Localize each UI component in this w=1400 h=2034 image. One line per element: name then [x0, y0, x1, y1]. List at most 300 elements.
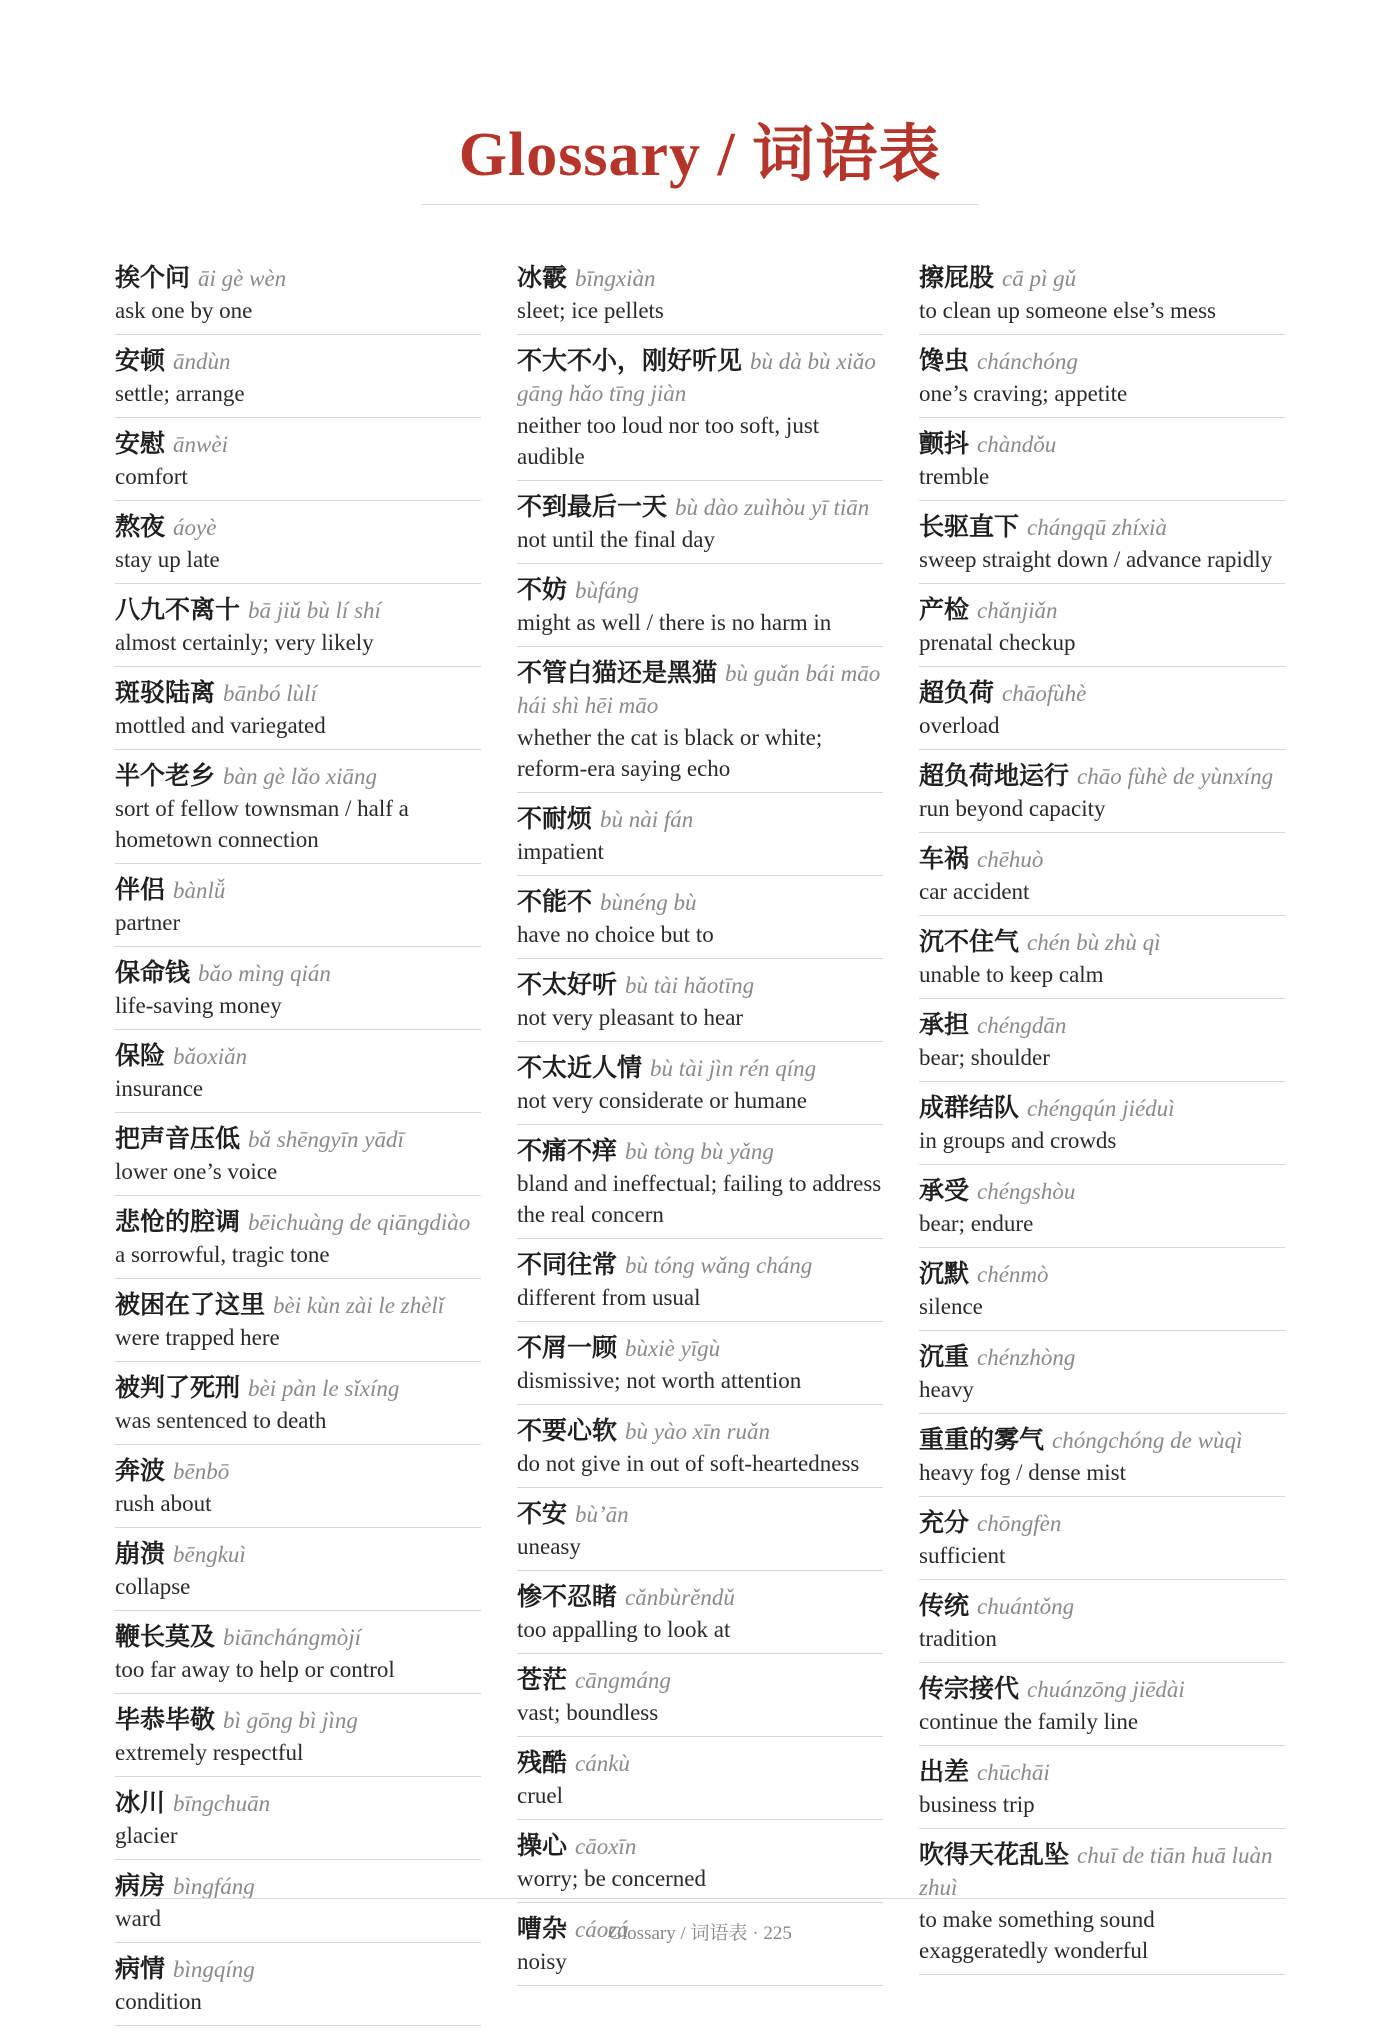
entry-term: 惨不忍睹: [517, 1582, 618, 1611]
entry-term: 不安: [517, 1499, 568, 1528]
entry-gloss: mottled and variegated: [115, 713, 326, 738]
entry-heading: [517, 491, 883, 524]
entry-term: 保命钱: [115, 958, 191, 987]
entry-gloss: to make something sound exaggeratedly wonderful: [919, 1907, 1155, 1963]
entry-gloss: settle; arrange: [115, 381, 245, 406]
entry-pinyin: bùnéng bù: [600, 890, 697, 915]
glossary-entry: [919, 1422, 1285, 1497]
entry-term: 病情: [115, 1954, 166, 1983]
entry-heading: [115, 1621, 481, 1654]
entry-heading: [517, 803, 883, 836]
entry-gloss: ask one by one: [115, 298, 253, 323]
entry-term: 半个老乡: [115, 761, 216, 790]
glossary-entry: [115, 1038, 481, 1113]
entry-pinyin: chéngdān: [977, 1013, 1067, 1038]
entry-pinyin: chéngshòu: [977, 1179, 1076, 1204]
entry-pinyin: bù dà bù xiǎo gāng hǎo tīng jiàn: [517, 349, 876, 406]
glossary-entry: [517, 1579, 883, 1654]
entry-term: 颤抖: [919, 429, 970, 458]
entry-term: 不大不小，刚好听见: [517, 346, 743, 375]
glossary-entry: [919, 1256, 1285, 1331]
entry-heading: [919, 1341, 1285, 1374]
entry-pinyin: chāofùhè: [1002, 681, 1087, 706]
entry-pinyin: bīngxiàn: [575, 266, 656, 291]
entry-gloss: stay up late: [115, 547, 220, 572]
entry-gloss: life-saving money: [115, 993, 282, 1018]
page-title: Glossary / 词语表: [458, 121, 942, 189]
entry-gloss: impatient: [517, 839, 604, 864]
entry-heading: [517, 1135, 883, 1168]
entry-gloss: do not give in out of soft-heartedness: [517, 1451, 860, 1476]
entry-pinyin: bànlǚ: [173, 878, 226, 903]
entry-term: 毕恭毕敬: [115, 1705, 216, 1734]
entry-pinyin: bù tài jìn rén qíng: [650, 1056, 817, 1081]
entry-gloss: continue the family line: [919, 1709, 1139, 1734]
entry-heading: [919, 594, 1285, 627]
entry-gloss: lower one’s voice: [115, 1159, 278, 1184]
entry-heading: [919, 1258, 1285, 1291]
entry-heading: [919, 345, 1285, 378]
entry-heading: [115, 345, 481, 378]
entry-heading: [115, 1206, 481, 1239]
entry-gloss: might as well / there is no harm in: [517, 610, 832, 635]
glossary-entry: [115, 675, 481, 750]
entry-gloss: bear; endure: [919, 1211, 1034, 1236]
glossary-entry: [115, 343, 481, 418]
entry-heading: [919, 1092, 1285, 1125]
entry-gloss: not very pleasant to hear: [517, 1005, 744, 1030]
entry-heading: [517, 1249, 883, 1282]
glossary-entry: [919, 343, 1285, 418]
entry-heading: [517, 1415, 883, 1448]
entry-pinyin: cáozá: [575, 1917, 629, 1942]
glossary-entry: [517, 572, 883, 647]
entry-heading: [919, 1673, 1285, 1706]
entry-pinyin: biānchángmòjí: [223, 1625, 362, 1650]
entry-term: 安顿: [115, 346, 166, 375]
entry-term: 充分: [919, 1508, 970, 1537]
entry-pinyin: chāo fùhè de yùnxíng: [1077, 764, 1274, 789]
entry-term: 安慰: [115, 429, 166, 458]
entry-pinyin: bēichuàng de qiāngdiào: [248, 1210, 471, 1235]
entry-pinyin: bīngchuān: [173, 1791, 271, 1816]
glossary-entry: [919, 1007, 1285, 1082]
entry-gloss: sort of fellow townsman / half a hometown connection: [115, 796, 409, 852]
entry-heading: [517, 345, 883, 410]
entry-heading: [919, 1590, 1285, 1623]
entry-gloss: too appalling to look at: [517, 1617, 731, 1642]
entry-heading: [115, 1787, 481, 1820]
entry-gloss: partner: [115, 910, 181, 935]
entry-term: 传宗接代: [919, 1674, 1020, 1703]
entry-pinyin: chénmò: [977, 1262, 1049, 1287]
entry-heading: [517, 886, 883, 919]
entry-gloss: noisy: [517, 1949, 567, 1974]
entry-heading: [919, 1009, 1285, 1042]
entry-term: 吹得天花乱坠: [919, 1840, 1070, 1869]
entry-heading: [115, 1123, 481, 1156]
glossary-entry: [919, 260, 1285, 335]
entry-gloss: extremely respectful: [115, 1740, 304, 1765]
glossary-entry: [919, 1173, 1285, 1248]
entry-term: 馋虫: [919, 346, 970, 375]
entry-gloss: heavy fog / dense mist: [919, 1460, 1126, 1485]
entry-gloss: condition: [115, 1989, 202, 2014]
entry-pinyin: bǎoxiǎn: [173, 1044, 248, 1069]
entry-term: 冰霰: [517, 263, 568, 292]
entry-pinyin: bèi kùn zài le zhèlǐ: [273, 1293, 445, 1318]
entry-term: 承受: [919, 1176, 970, 1205]
entry-pinyin: cā pì gǔ: [1002, 266, 1077, 291]
glossary-entry: [115, 1619, 481, 1694]
glossary-entry: [115, 1287, 481, 1362]
glossary-columns: [115, 260, 1285, 2034]
glossary-entry: [517, 1828, 883, 1903]
entry-pinyin: chōngfèn: [977, 1511, 1062, 1536]
entry-term: 出差: [919, 1757, 970, 1786]
entry-gloss: run beyond capacity: [919, 796, 1106, 821]
entry-gloss: insurance: [115, 1076, 204, 1101]
glossary-entry: [919, 675, 1285, 750]
entry-term: 承担: [919, 1010, 970, 1039]
entry-term: 长驱直下: [919, 512, 1020, 541]
glossary-entry: [517, 1496, 883, 1571]
entry-pinyin: bā jiǔ bù lí shí: [248, 598, 381, 623]
glossary-entry: [115, 1204, 481, 1279]
entry-heading: [919, 843, 1285, 876]
page-footer: Glossary / 词语表 · 225: [608, 1923, 792, 1944]
entry-gloss: business trip: [919, 1792, 1035, 1817]
entry-heading: [115, 1040, 481, 1073]
glossary-entry: [517, 343, 883, 481]
entry-term: 不耐烦: [517, 804, 593, 833]
glossary-entry: [115, 1536, 481, 1611]
entry-pinyin: chuántǒng: [977, 1594, 1075, 1619]
entry-term: 不要心软: [517, 1416, 618, 1445]
entry-term: 被困在了这里: [115, 1290, 266, 1319]
entry-pinyin: āi gè wèn: [198, 266, 287, 291]
entry-gloss: overload: [919, 713, 1000, 738]
entry-term: 超负荷地运行: [919, 761, 1070, 790]
entry-term: 斑驳陆离: [115, 678, 216, 707]
entry-term: 不能不: [517, 887, 593, 916]
glossary-entry: [919, 1588, 1285, 1663]
glossary-entry: [919, 592, 1285, 667]
entry-heading: [919, 1507, 1285, 1540]
entry-gloss: too far away to help or control: [115, 1657, 395, 1682]
glossary-column-2: [517, 260, 883, 2034]
entry-pinyin: bānbó lùlí: [223, 681, 317, 706]
entry-heading: [919, 677, 1285, 710]
entry-gloss: was sentenced to death: [115, 1408, 327, 1433]
entry-heading: [919, 1424, 1285, 1457]
entry-gloss: bear; shoulder: [919, 1045, 1050, 1070]
entry-gloss: different from usual: [517, 1285, 701, 1310]
entry-term: 挨个问: [115, 263, 191, 292]
glossary-entry: [115, 955, 481, 1030]
entry-pinyin: āndùn: [173, 349, 231, 374]
entry-pinyin: chàndǒu: [977, 432, 1057, 457]
entry-heading: [517, 574, 883, 607]
glossary-entry: [517, 967, 883, 1042]
glossary-entry: [517, 801, 883, 876]
entry-heading: [115, 874, 481, 907]
entry-pinyin: chǎnjiǎn: [977, 598, 1058, 623]
entry-gloss: glacier: [115, 1823, 178, 1848]
glossary-entry: [517, 1413, 883, 1488]
entry-pinyin: chéngqún jiéduì: [1027, 1096, 1175, 1121]
glossary-entry: [115, 1702, 481, 1777]
entry-pinyin: bù guǎn bái māo hái shì hēi māo: [517, 661, 881, 718]
entry-heading: [115, 957, 481, 990]
entry-heading: [115, 1289, 481, 1322]
glossary-entry: [115, 1785, 481, 1860]
glossary-entry: [115, 260, 481, 335]
entry-gloss: comfort: [115, 464, 188, 489]
entry-term: 不到最后一天: [517, 492, 668, 521]
entry-heading: [115, 1538, 481, 1571]
entry-pinyin: chángqū zhíxià: [1027, 515, 1167, 540]
entry-heading: [115, 594, 481, 627]
entry-term: 保险: [115, 1041, 166, 1070]
entry-pinyin: bù yào xīn ruǎn: [625, 1419, 771, 1444]
entry-heading: [919, 1839, 1285, 1904]
entry-term: 被判了死刑: [115, 1373, 241, 1402]
entry-term: 沉不住气: [919, 927, 1020, 956]
entry-term: 伴侣: [115, 875, 166, 904]
entry-pinyin: áoyè: [173, 515, 217, 540]
entry-pinyin: bù tài hǎotīng: [625, 973, 755, 998]
entry-term: 崩溃: [115, 1539, 166, 1568]
entry-heading: [115, 262, 481, 295]
entry-term: 沉默: [919, 1259, 970, 1288]
entry-heading: [115, 1372, 481, 1405]
entry-term: 不屑一顾: [517, 1333, 618, 1362]
entry-gloss: neither too loud nor too soft, just audible: [517, 413, 820, 469]
glossary-entry: [517, 489, 883, 564]
entry-term: 嘈杂: [517, 1914, 568, 1943]
entry-term: 操心: [517, 1831, 568, 1860]
entry-gloss: have no choice but to: [517, 922, 714, 947]
entry-term: 病房: [115, 1871, 166, 1900]
entry-pinyin: cǎnbùrěndǔ: [625, 1585, 735, 1610]
entry-gloss: prenatal checkup: [919, 630, 1076, 655]
entry-term: 把声音压低: [115, 1124, 241, 1153]
entry-pinyin: chuánzōng jiēdài: [1027, 1677, 1185, 1702]
entry-pinyin: bì gōng bì jìng: [223, 1708, 358, 1733]
entry-heading: [115, 1953, 481, 1986]
entry-term: 不痛不痒: [517, 1136, 618, 1165]
entry-term: 成群结队: [919, 1093, 1020, 1122]
entry-gloss: whether the cat is black or white; reform-era saying echo: [517, 725, 823, 781]
entry-heading: [517, 1747, 883, 1780]
entry-pinyin: bùxiè yīgù: [625, 1336, 721, 1361]
glossary-entry: [115, 592, 481, 667]
entry-pinyin: bǎo mìng qián: [198, 961, 331, 986]
entry-gloss: uneasy: [517, 1534, 581, 1559]
title-divider: [422, 204, 978, 205]
entry-heading: [919, 262, 1285, 295]
entry-term: 不太好听: [517, 970, 618, 999]
entry-term: 残酷: [517, 1748, 568, 1777]
glossary-entry: [517, 1662, 883, 1737]
entry-pinyin: chūchāi: [977, 1760, 1050, 1785]
entry-heading: [919, 1756, 1285, 1789]
glossary-entry: [115, 1453, 481, 1528]
glossary-entry: [919, 1339, 1285, 1414]
entry-term: 熬夜: [115, 512, 166, 541]
glossary-entry: [517, 1330, 883, 1405]
entry-pinyin: ānwèi: [173, 432, 228, 457]
entry-gloss: unable to keep calm: [919, 962, 1104, 987]
entry-heading: [517, 1581, 883, 1614]
entry-term: 超负荷: [919, 678, 995, 707]
entry-gloss: tradition: [919, 1626, 997, 1651]
entry-heading: [517, 657, 883, 722]
entry-gloss: in groups and crowds: [919, 1128, 1117, 1153]
glossary-entry: [517, 1745, 883, 1820]
entry-pinyin: bìngqíng: [173, 1957, 255, 1982]
entry-pinyin: bù dào zuìhòu yī tiān: [675, 495, 870, 520]
entry-pinyin: bēnbō: [173, 1459, 230, 1484]
entry-term: 重重的雾气: [919, 1425, 1045, 1454]
entry-pinyin: chóngchóng de wùqì: [1052, 1428, 1243, 1453]
entry-heading: [919, 1175, 1285, 1208]
glossary-column-3: [919, 260, 1285, 2034]
entry-heading: [517, 1664, 883, 1697]
entry-gloss: sleet; ice pellets: [517, 298, 664, 323]
entry-term: 悲怆的腔调: [115, 1207, 241, 1236]
entry-pinyin: chēhuò: [977, 847, 1044, 872]
entry-term: 传统: [919, 1591, 970, 1620]
entry-gloss: collapse: [115, 1574, 191, 1599]
entry-term: 不同往常: [517, 1250, 618, 1279]
glossary-column-1: [115, 260, 481, 2034]
entry-pinyin: bèi pàn le sǐxíng: [248, 1376, 400, 1401]
glossary-entry: [919, 1671, 1285, 1746]
entry-term: 不妨: [517, 575, 568, 604]
entry-gloss: were trapped here: [115, 1325, 280, 1350]
glossary-entry: [115, 758, 481, 864]
entry-gloss: worry; be concerned: [517, 1866, 707, 1891]
glossary-entry: [919, 841, 1285, 916]
glossary-entry: [115, 1370, 481, 1445]
glossary-entry: [517, 655, 883, 793]
entry-heading: [517, 969, 883, 1002]
entry-pinyin: bàn gè lǎo xiāng: [223, 764, 377, 789]
glossary-entry: [919, 509, 1285, 584]
entry-gloss: rush about: [115, 1491, 212, 1516]
entry-pinyin: chuī de tiān huā luàn zhuì: [919, 1843, 1273, 1900]
glossary-entry: [115, 872, 481, 947]
entry-pinyin: chánchóng: [977, 349, 1078, 374]
entry-pinyin: bù tòng bù yǎng: [625, 1139, 774, 1164]
entry-heading: [115, 1455, 481, 1488]
entry-gloss: dismissive; not worth attention: [517, 1368, 802, 1393]
glossary-entry: [517, 1247, 883, 1322]
entry-term: 冰川: [115, 1788, 166, 1817]
entry-gloss: not until the final day: [517, 527, 716, 552]
glossary-entry: [517, 1133, 883, 1239]
entry-pinyin: bēngkuì: [173, 1542, 246, 1567]
entry-pinyin: bùfáng: [575, 578, 639, 603]
entry-heading: [517, 1052, 883, 1085]
glossary-entry: [517, 1050, 883, 1125]
glossary-entry: [919, 1837, 1285, 1975]
entry-heading: [517, 262, 883, 295]
entry-heading: [919, 760, 1285, 793]
footer-divider: [115, 1898, 1285, 1899]
entry-pinyin: chénzhòng: [977, 1345, 1076, 1370]
entry-heading: [115, 511, 481, 544]
glossary-entry: [517, 884, 883, 959]
glossary-entry: [919, 426, 1285, 501]
entry-heading: [517, 1498, 883, 1531]
entry-heading: [115, 677, 481, 710]
entry-gloss: not very considerate or humane: [517, 1088, 807, 1113]
entry-gloss: cruel: [517, 1783, 563, 1808]
entry-pinyin: bǎ shēngyīn yādī: [248, 1127, 404, 1152]
entry-gloss: almost certainly; very likely: [115, 630, 374, 655]
entry-heading: [919, 926, 1285, 959]
entry-pinyin: bìngfáng: [173, 1874, 255, 1899]
entry-heading: [115, 760, 481, 793]
glossary-entry: [115, 509, 481, 584]
entry-heading: [115, 428, 481, 461]
glossary-entry: [115, 1951, 481, 2026]
glossary-entry: [919, 1754, 1285, 1829]
entry-term: 鞭长莫及: [115, 1622, 216, 1651]
entry-gloss: ward: [115, 1906, 161, 1931]
entry-pinyin: bù nài fán: [600, 807, 694, 832]
entry-pinyin: cāoxīn: [575, 1834, 637, 1859]
entry-heading: [517, 1332, 883, 1365]
glossary-entry: [919, 1090, 1285, 1165]
entry-term: 不管白猫还是黑猫: [517, 658, 718, 687]
entry-pinyin: cāngmáng: [575, 1668, 671, 1693]
entry-gloss: bland and ineffectual; failing to address the real concern: [517, 1171, 882, 1227]
entry-gloss: tremble: [919, 464, 990, 489]
entry-gloss: vast; boundless: [517, 1700, 659, 1725]
entry-pinyin: chén bù zhù qì: [1027, 930, 1161, 955]
entry-gloss: car accident: [919, 879, 1030, 904]
entry-gloss: sufficient: [919, 1543, 1006, 1568]
entry-gloss: a sorrowful, tragic tone: [115, 1242, 330, 1267]
entry-term: 产检: [919, 595, 970, 624]
glossary-entry: [919, 758, 1285, 833]
entry-term: 擦屁股: [919, 263, 995, 292]
entry-gloss: heavy: [919, 1377, 974, 1402]
entry-gloss: silence: [919, 1294, 983, 1319]
glossary-entry: [919, 924, 1285, 999]
entry-gloss: sweep straight down / advance rapidly: [919, 547, 1273, 572]
glossary-entry: [517, 260, 883, 335]
glossary-entry: [115, 1121, 481, 1196]
entry-heading: [919, 428, 1285, 461]
entry-heading: [517, 1830, 883, 1863]
entry-term: 八九不离十: [115, 595, 241, 624]
entry-gloss: one’s craving; appetite: [919, 381, 1128, 406]
entry-pinyin: bù tóng wǎng cháng: [625, 1253, 813, 1278]
glossary-entry: [115, 426, 481, 501]
entry-heading: [919, 511, 1285, 544]
entry-term: 不太近人情: [517, 1053, 643, 1082]
entry-term: 奔波: [115, 1456, 166, 1485]
entry-gloss: to clean up someone else’s mess: [919, 298, 1217, 323]
entry-heading: [115, 1704, 481, 1737]
entry-pinyin: cánkù: [575, 1751, 630, 1776]
entry-term: 车祸: [919, 844, 970, 873]
